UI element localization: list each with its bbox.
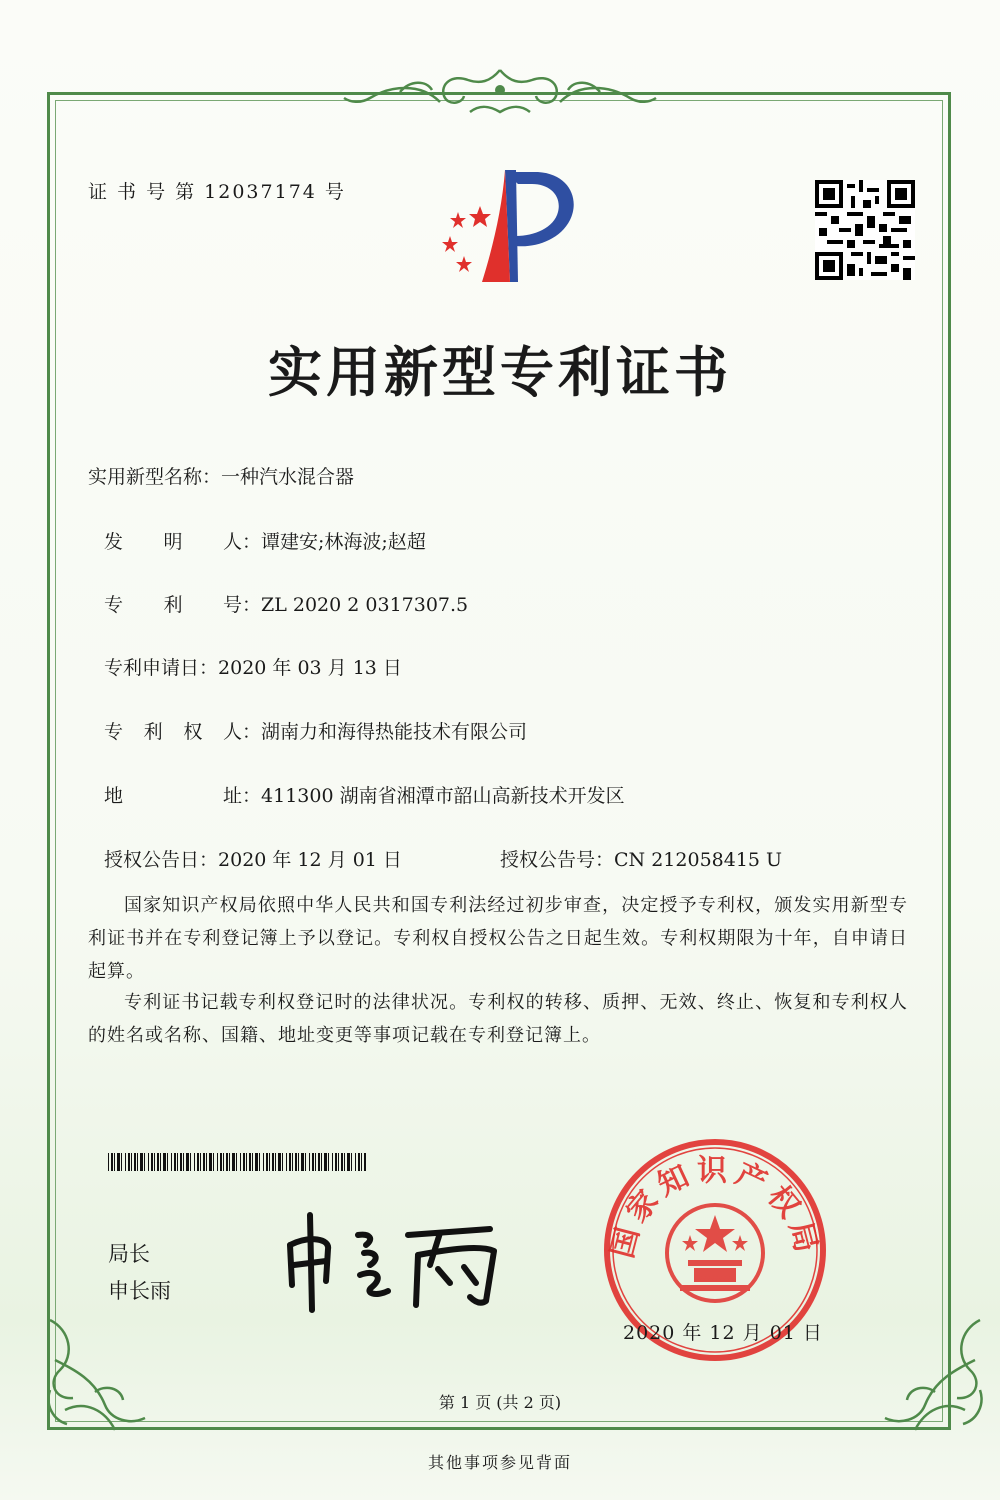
name-value: 一种汽水混合器 [221,466,355,488]
director-name: 申长雨 [108,1279,171,1303]
qr-code-icon [815,180,915,280]
colon: ： [242,785,262,807]
top-ornament [340,62,660,122]
grant-date-label: 授权公告日： [104,849,219,871]
patent-number-value: ZL 2020 2 0317307.5 [261,594,469,616]
name-label: 实用新型名称： [88,466,222,488]
grant-number-value: CN 212058415 U [614,849,783,871]
address-value: 411300 湖南省湘潭市韶山高新技术开发区 [261,785,625,807]
name-field [88,462,354,489]
application-date-label: 专利申请日： [104,657,219,679]
bottom-left-ornament [35,1300,165,1440]
certificate-number: 证 书 号 第 12037174 号 [88,181,346,203]
application-date-value: 2020 年 03 月 13 日 [218,657,402,679]
inventor-label [104,527,242,554]
address-label [104,781,242,808]
colon: ： [242,721,262,743]
seal-date: 2020 年 12 月 01 日 [623,1322,823,1344]
inventor-label-char: 发 [104,531,124,553]
colon: ： [242,594,262,616]
address-label-char: 地 [104,785,124,807]
director-title: 局长 [108,1242,150,1266]
owner-label [104,717,242,744]
patent-number-label [104,590,242,617]
paragraph-1: 国家知识产权局依照中华人民共和国专利法经过初步审查，决定授予专利权，颁发实用新型专利证书并在专利登记簿上予以登记。专利权自授权公告之日起生效。专利权期限为十年，自申请日起算。 [88,895,908,982]
patent-number-label-char: 专 [104,594,124,616]
owner-label-char: 权 [183,721,203,743]
inventor-field [104,527,426,554]
colon: ： [242,531,262,553]
page-number: 第 1 页 (共 2 页) [438,1393,562,1412]
barcode-icon [108,1153,368,1171]
inventor-label-char: 人 [222,531,242,553]
svg-text:国家知识产权局: 国家知识产权局 [604,1153,826,1262]
inventor-value: 谭建安;林海波;赵超 [261,531,426,553]
grant-number-field [500,845,782,872]
inventor-label-char: 明 [163,531,183,553]
bottom-right-ornament [865,1300,995,1440]
address-label-char: 址 [222,785,242,807]
owner-label-char: 专 [104,721,124,743]
patent-office-emblem-icon [420,160,590,290]
owner-field [104,717,527,744]
back-note: 其他事项参见背面 [427,1453,572,1472]
page-title: 实用新型专利证书 [268,341,732,404]
address-field [104,781,625,808]
paragraph-2: 专利证书记载专利权登记时的法律状况。专利权的转移、质押、无效、终止、恢复和专利权人的姓名或名称、国籍、地址变更等事项记载在专利登记簿上。 [88,992,908,1046]
patent-number-label-char: 号 [222,594,242,616]
grant-date-field [104,845,402,872]
patent-number-label-char: 利 [163,594,183,616]
application-date-field [104,653,402,680]
owner-label-char: 利 [143,721,163,743]
patent-number-field [104,590,468,617]
grant-number-label: 授权公告号： [500,849,615,871]
owner-label-char: 人 [222,721,242,743]
owner-value: 湖南力和海得热能技术有限公司 [261,721,528,743]
grant-date-value: 2020 年 12 月 01 日 [218,849,402,871]
director-signature [280,1205,510,1315]
